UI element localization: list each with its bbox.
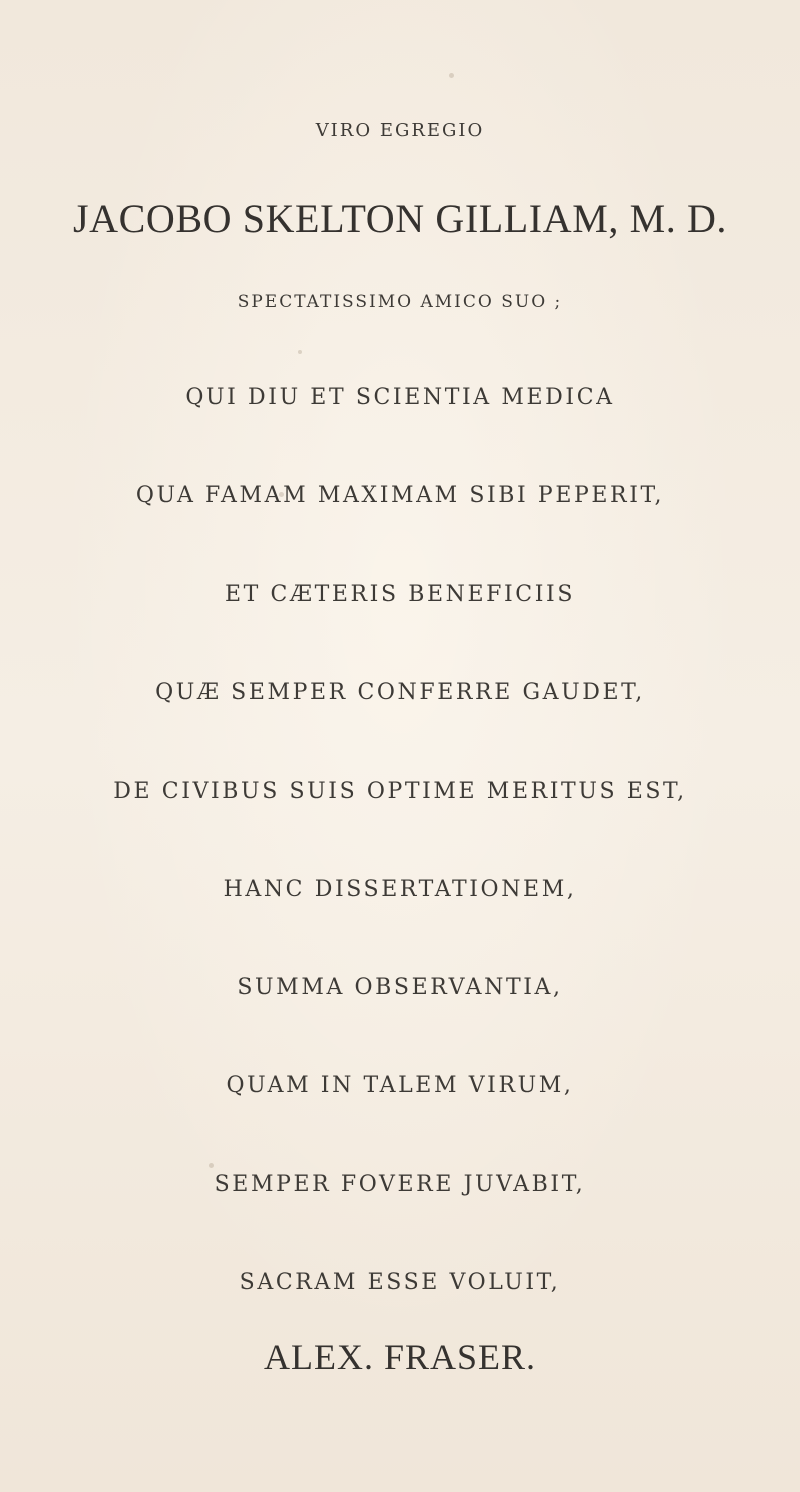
signature: ALEX. FRASER. bbox=[263, 1337, 537, 1377]
dedication-line-et-caeteris: ET CÆTERIS BENEFICIIS bbox=[224, 582, 575, 607]
dedicatee-name: JACOBO SKELTON GILLIAM, M. D. bbox=[72, 196, 728, 241]
dedication-line-hanc-dissertationem: HANC DISSERTATIONEM, bbox=[223, 877, 577, 902]
dedication-line-de-civibus: DE CIVIBUS SUIS OPTIME MERITUS EST, bbox=[113, 779, 687, 804]
dedication-line-viro-egregio: VIRO EGREGIO bbox=[315, 120, 485, 141]
dedication-line-semper-fovere: SEMPER FOVERE JUVABIT, bbox=[214, 1172, 586, 1197]
dedication-line-quae-semper: QUÆ SEMPER CONFERRE GAUDET, bbox=[155, 680, 645, 705]
paper-spot bbox=[209, 1163, 214, 1168]
paper-spot bbox=[298, 350, 302, 354]
dedication-line-summa-observantia: SUMMA OBSERVANTIA, bbox=[237, 975, 563, 1000]
dedication-line-qui-diu: QUI DIU ET SCIENTIA MEDICA bbox=[185, 385, 615, 410]
dedication-line-sacram-esse: SACRAM ESSE VOLUIT, bbox=[239, 1270, 561, 1295]
dedication-line-spectatissimo: SPECTATISSIMO AMICO SUO ; bbox=[237, 292, 563, 312]
dedication-line-qua-famam: QUA FAMAM MAXIMAM SIBI PEPERIT, bbox=[135, 483, 665, 508]
dedication-line-quam-in-talem: QUAM IN TALEM VIRUM, bbox=[226, 1073, 574, 1098]
paper-spot bbox=[449, 73, 454, 78]
